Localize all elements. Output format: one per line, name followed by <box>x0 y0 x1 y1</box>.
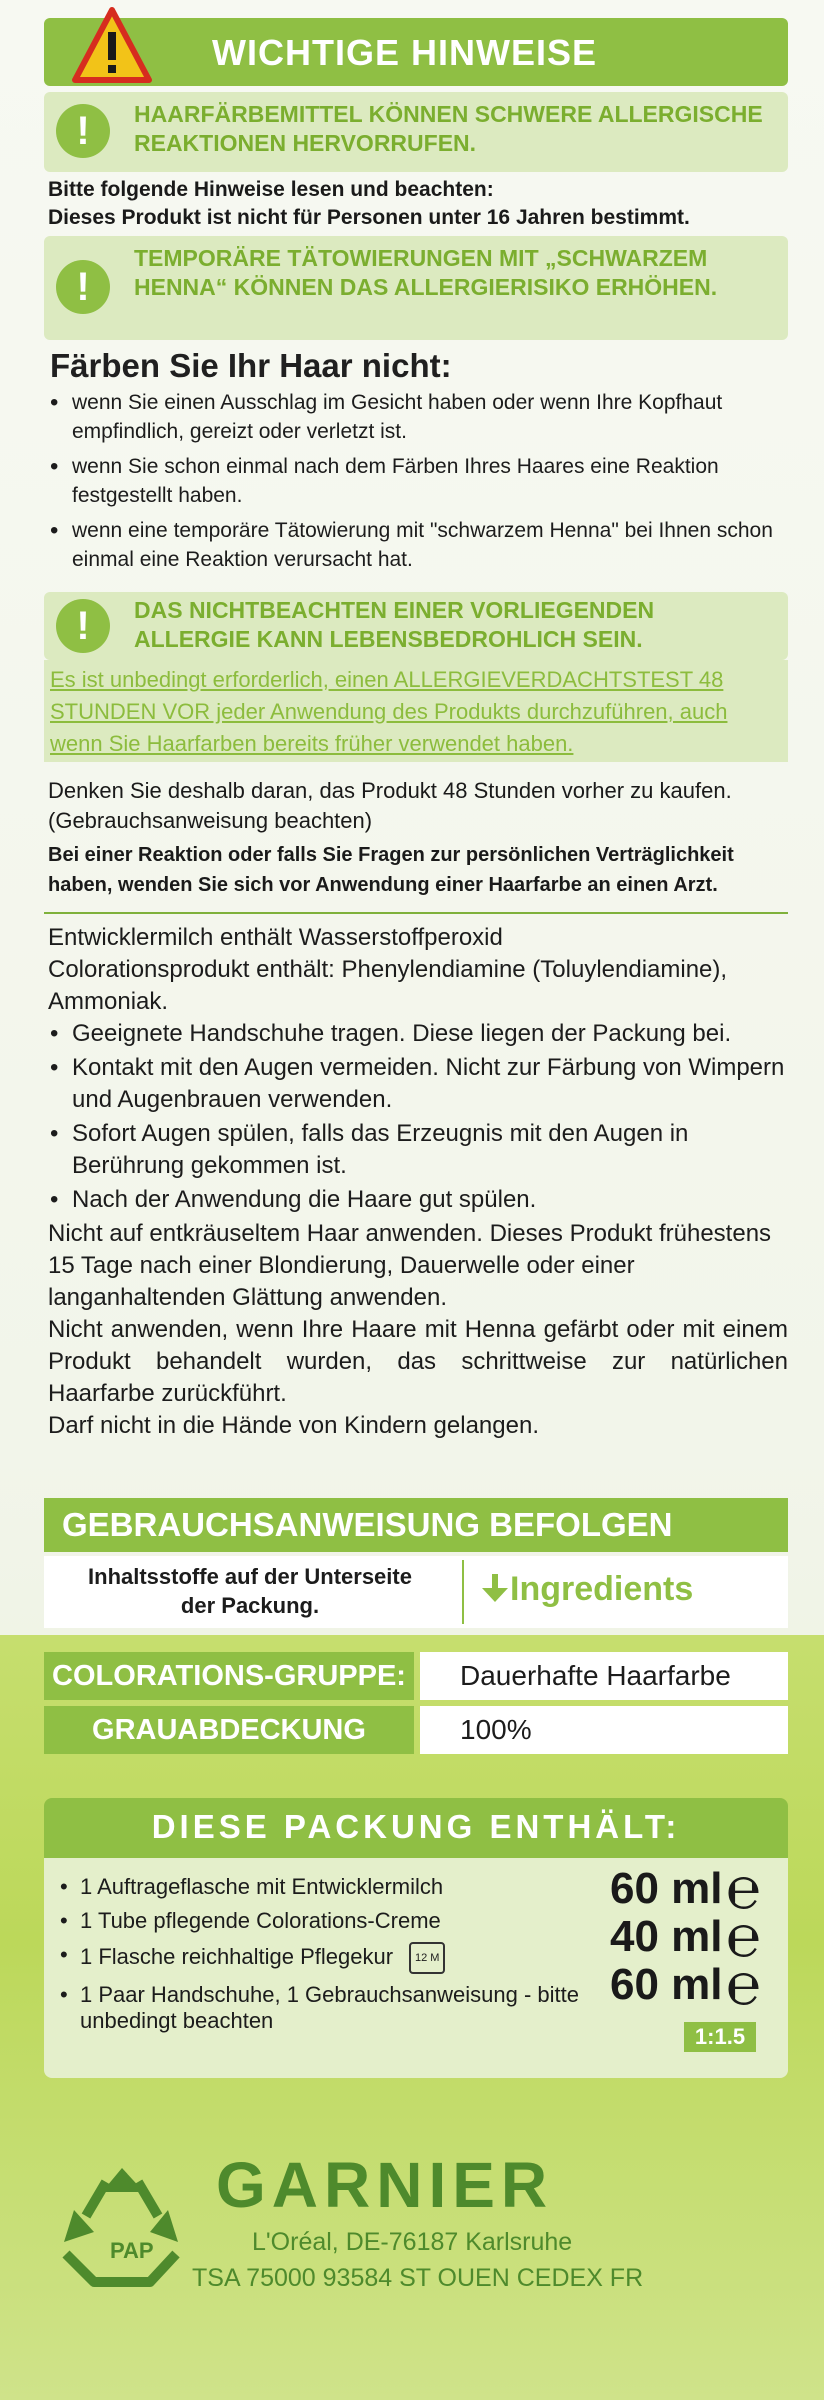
safety-block <box>48 922 788 1442</box>
warning-triangle-icon <box>72 6 152 86</box>
recycle-label: PAP <box>110 2238 154 2263</box>
list-item: • wenn eine temporäre Tätowierung mit "schwarzem Henna" bei Ihnen schon einmal eine Reaktion verursacht hat. <box>48 516 788 574</box>
mixing-ratio: 1:1.5 <box>684 2022 756 2052</box>
doctor-note: Bei einer Reaktion oder falls Sie Fragen zur persönlichen Verträglichkeit haben, wenden Sie sich vor Anwendung einer Haarfarbe an einen Arzt. <box>48 844 734 896</box>
exclamation-icon: ! <box>56 599 110 653</box>
grey-coverage-value: 100% <box>420 1706 788 1754</box>
instructions-bar: GEBRAUCHSANWEISUNG BEFOLGEN <box>44 1498 788 1552</box>
allergy-warning-callout <box>44 92 788 172</box>
estimated-sign-icon: ℮ <box>726 1904 761 1969</box>
ingredients-label-wrap <box>480 1570 693 1609</box>
list-item-text: 1 Flasche reichhaltige Pflegekur <box>80 1943 394 1969</box>
quantity: 60 ml <box>610 1960 723 2009</box>
brand-logo: GARNIER <box>216 2149 554 2221</box>
list-item: • wenn Sie schon einmal nach dem Färben Ihres Haares eine Reaktion festgestellt haben. <box>48 452 788 510</box>
life-threatening-callout <box>44 592 788 660</box>
list-item: • wenn Sie einen Ausschlag im Gesicht haben oder wenn Ihre Kopfhaut empfindlich, gereizt oder verletzt ist. <box>48 388 788 446</box>
life-threatening-text: DAS NICHTBEACHTEN EINER VORLIEGENDEN ALLERGIE KANN LEBENSBEDROHLICH SEIN. <box>134 597 655 652</box>
allergy-warning-text: HAARFÄRBEMITTEL KÖNNEN SCHWERE ALLERGISCHE REAKTIONEN HERVORRUFEN. <box>134 101 763 156</box>
warning-header <box>44 18 788 86</box>
exclamation-icon: ! <box>56 260 110 314</box>
list-item: • Nach der Anwendung die Haare gut spülen. <box>48 1184 788 1216</box>
age-restriction-line: Dieses Produkt ist nicht für Personen unter 16 Jahren bestimmt. <box>48 206 690 229</box>
read-instructions-line: Bitte folgende Hinweise lesen und beachten: <box>48 178 494 201</box>
list-item: • Sofort Augen spülen, falls das Erzeugnis mit den Augen in Berührung gekommen ist. <box>48 1118 788 1182</box>
pao-icon: 12 M <box>409 1942 445 1974</box>
list-item: • Kontakt mit den Augen vermeiden. Nicht zur Färbung von Wimpern und Augenbrauen verwenden. <box>48 1052 788 1116</box>
arrow-down-icon <box>480 1572 510 1604</box>
relaxed-hair-note: Nicht auf entkräuseltem Haar anwenden. Dieses Produkt frühestens 15 Tage nach einer Blondierung, Dauerwelle oder einer langanhaltenden Glättung anwenden. <box>48 1220 772 1311</box>
ingredients-label: Ingredients <box>510 1570 694 1608</box>
warning-title: WICHTIGE HINWEISE <box>212 32 597 73</box>
package-contents <box>44 1798 788 2078</box>
divider <box>44 912 788 914</box>
buy-ahead-note: Denken Sie deshalb daran, das Produkt 48 Stunden vorher zu kaufen. (Gebrauchsanweisung beachten) <box>48 778 732 833</box>
list-item: • 1 Auftrageflasche mit Entwicklermilch <box>58 1874 618 1900</box>
quantity: 60 ml <box>610 1864 723 1913</box>
recycle-icon <box>46 2162 196 2294</box>
estimated-sign-icon: ℮ <box>726 1952 761 2017</box>
ingredients-note: Inhaltsstoffe auf der Unterseite der Packung. <box>88 1564 412 1618</box>
dont-dye-list <box>48 388 788 580</box>
allergy-test-text: Es ist unbedingt erforderlich, einen ALLERGIEVERDACHTSTEST 48 STUNDEN VOR jeder Anwendung des Produkts durchzuführen, auch wenn Sie Haarfarben bereits früher verwendet haben. <box>50 667 728 756</box>
list-item: • Geeignete Handschuhe tragen. Diese liegen der Packung bei. <box>48 1018 788 1050</box>
henna-treatment-note: Nicht anwenden, wenn Ihre Haare mit Henna gefärbt oder mit einem Produkt behandelt wurden, das schrittweise zur natürlichen Haarfarbe zurückführt. <box>48 1316 788 1407</box>
children-note: Darf nicht in die Hände von Kindern gelangen. <box>48 1412 539 1439</box>
estimated-sign-icon: ℮ <box>726 1856 761 1921</box>
ingredients-box <box>44 1556 788 1628</box>
ingredients-warning-line: Colorationsprodukt enthält: Phenylendiamine (Toluylendiamine), Ammoniak. <box>48 956 728 1015</box>
henna-warning-callout <box>44 236 788 340</box>
divider <box>462 1560 464 1624</box>
list-item: • 1 Paar Handschuhe, 1 Gebrauchsanweisung - bitte unbedingt beachten <box>58 1982 618 2034</box>
package-list <box>58 1874 618 2042</box>
list-item <box>58 1942 618 1974</box>
address-line: TSA 75000 93584 ST OUEN CEDEX FR <box>192 2264 644 2292</box>
safety-list <box>48 1018 788 1216</box>
list-item <box>58 1908 618 1934</box>
grey-coverage-label: GRAUABDECKUNG <box>44 1706 414 1754</box>
exclamation-icon: ! <box>56 104 110 158</box>
allergy-test-box <box>44 660 788 762</box>
peroxide-line: Entwicklermilch enthält Wasserstoffperoxid <box>48 924 503 951</box>
dont-dye-heading: Färben Sie Ihr Haar nicht: <box>50 347 452 384</box>
coloration-group-value: Dauerhafte Haarfarbe <box>420 1652 788 1700</box>
package-heading: DIESE PACKUNG ENTHÄLT: <box>151 1808 681 1845</box>
henna-warning-text: TEMPORÄRE TÄTOWIERUNGEN MIT „SCHWARZEM HENNA“ KÖNNEN DAS ALLERGIERISIKO ERHÖHEN. <box>134 245 718 300</box>
coloration-group-label: COLORATIONS-GRUPPE: <box>44 1652 414 1700</box>
list-item-text: 1 Tube pflegende Colorations-Creme <box>80 1908 441 1933</box>
quantity: 40 ml <box>610 1912 723 1961</box>
address-line: L'Oréal, DE-76187 Karlsruhe <box>252 2228 573 2256</box>
